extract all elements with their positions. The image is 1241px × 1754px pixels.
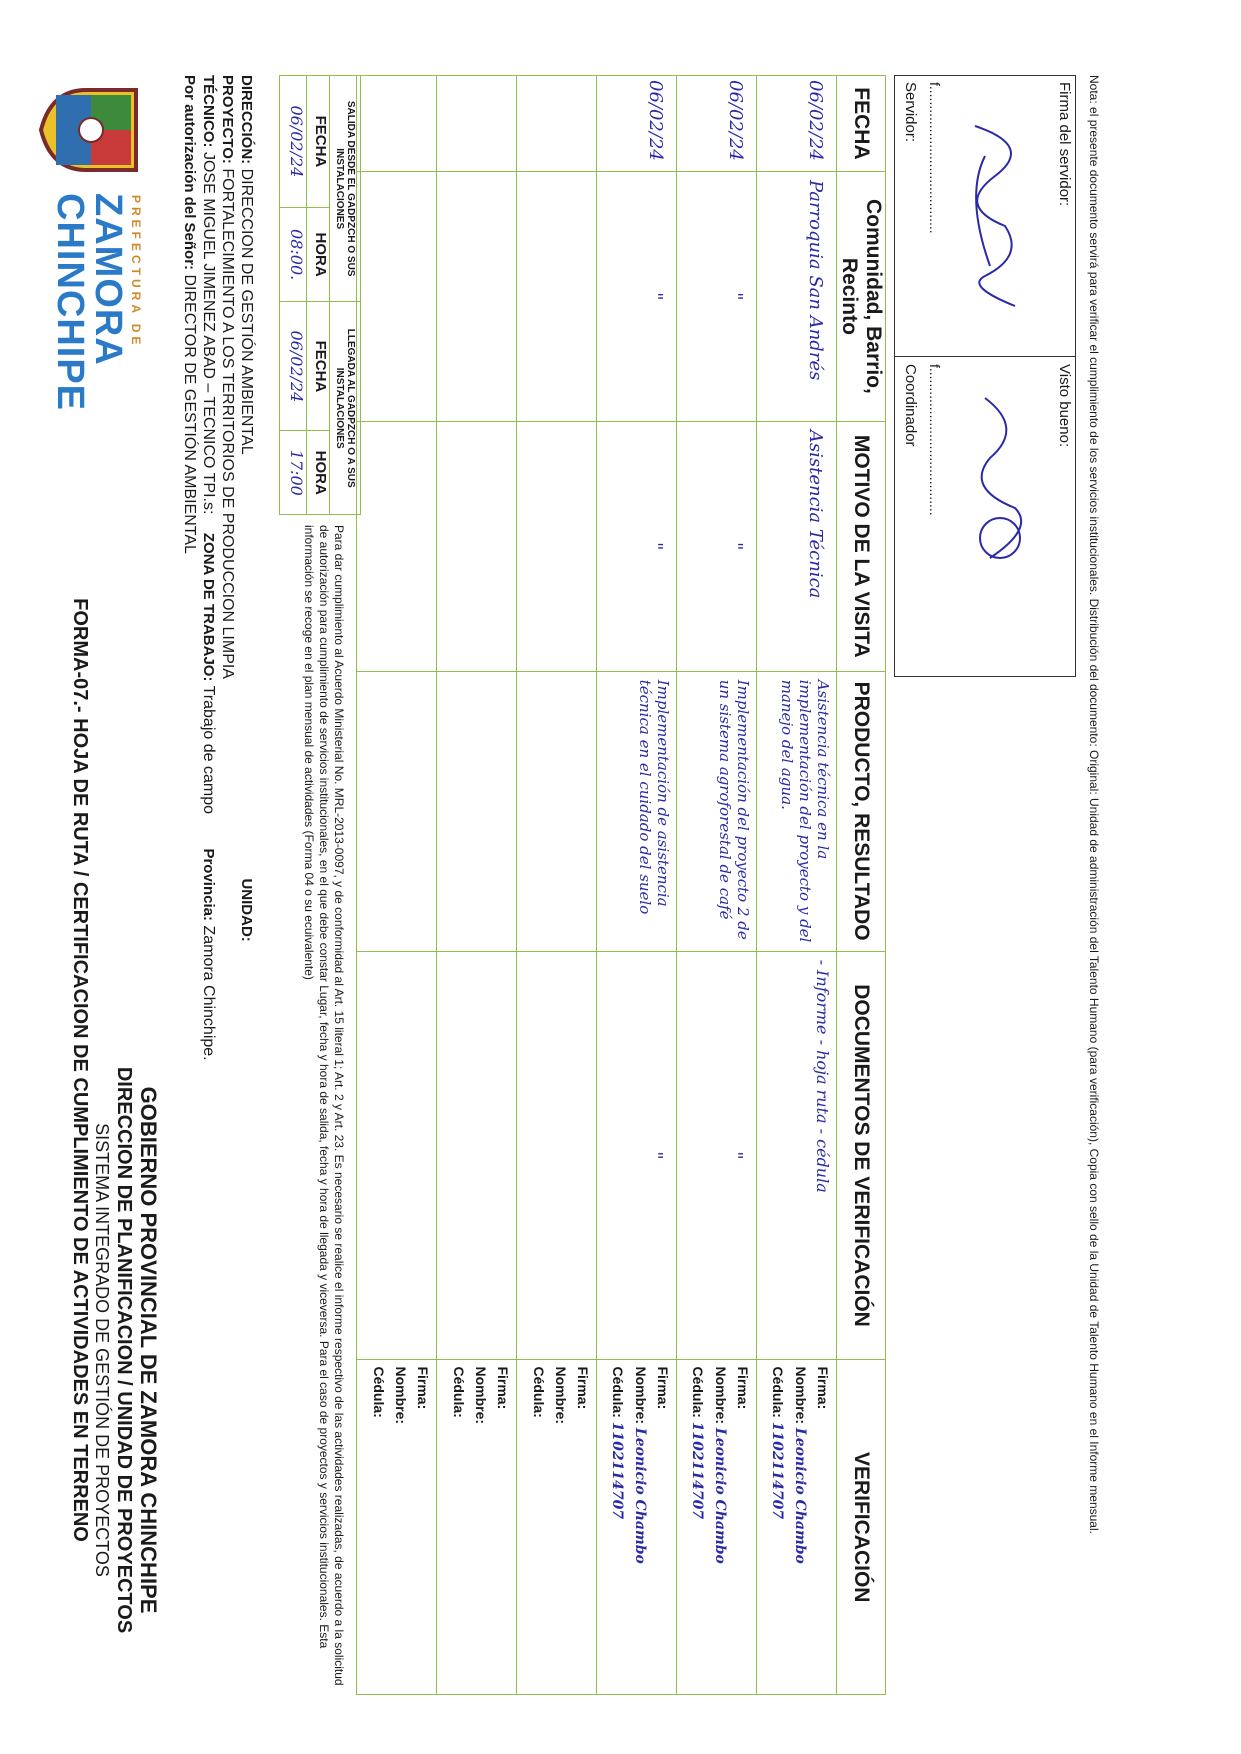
proyecto-value: FORTALECIMIENTO A LOS TERRITORIOS DE PRODUCCION LIMPIA [219, 168, 236, 679]
col-verificacion: VERIFICACIÓN [837, 1360, 886, 1695]
footer-note: Nota: el presente documento servirá para verificar el cumplimiento de los servicios institucionales. Distribución del documento: Original: Unidad de administración del Talento Humano (para verificación), Copia con sello de la Unidad de Talento Humano en el Informe mensual. [1087, 75, 1101, 1534]
salida-fecha: 06/02/24 [280, 76, 307, 208]
cedula-label: Cédula: [451, 1366, 467, 1418]
llegada-label: LLEGADA AL GADPZCH O A SUS INSTALACIONES [330, 302, 361, 515]
direccion-label: DIRECCIÓN: [238, 75, 255, 165]
cedula-value: 1102114707 [689, 1421, 705, 1520]
unidad-label: UNIDAD: [238, 878, 255, 942]
row-producto: Asistencia técnica en la implementación del proyecto y del manejo del agua. [757, 671, 837, 951]
row-motivo: " [597, 421, 677, 671]
form-title: FORMA-07.- HOJA DE RUTA / CERTIFICACION DE CUMPLIMIENTO DE ACTIVIDADES EN TERRENO [69, 598, 91, 1542]
servidor-label: Servidor: [902, 82, 919, 143]
row-verificacion [677, 1360, 757, 1695]
col-producto: PRODUCTO, RESULTADO [837, 671, 886, 951]
header-system: SISTEMA INTEGRADO DE GESTIÓN DE PROYECTOS [92, 1123, 112, 1577]
nombre-label: Nombre: [393, 1366, 409, 1425]
firma-label: Firma: [495, 1366, 511, 1410]
f-prefix-2: f [927, 364, 943, 368]
nombre-label: Nombre: [473, 1366, 489, 1425]
salida-hora-label: HORA [307, 207, 330, 302]
row-verificacion [357, 1360, 437, 1695]
llegada-hora: 17:00 [280, 431, 307, 515]
nombre-label: Nombre: [633, 1366, 649, 1425]
direccion-value: DIRECCION DE GESTIÓN AMBIENTAL [238, 168, 255, 454]
activities-table [356, 75, 886, 1695]
travel-table [279, 75, 361, 515]
row-motivo: " [677, 421, 757, 671]
row-verificacion [437, 1360, 517, 1695]
nombre-label: Nombre: [793, 1366, 809, 1425]
header-dept: DIRECCION DE PLANIFICACION / UNIDAD DE PROYECTOS [113, 1066, 135, 1634]
cedula-value: 1102114707 [769, 1421, 785, 1520]
provincia-label: Provincia: [200, 848, 217, 921]
autorizacion-label: Por autorización del Señor: [181, 75, 198, 271]
table-row [357, 76, 437, 1695]
row-producto: Implementación de asistencia técnica en el cuidado del suelo [597, 671, 677, 951]
row-verificacion [757, 1360, 837, 1695]
row-producto [357, 671, 437, 951]
tecnico-value: JOSE MIGUEL JIMENEZ ABAD – TECNICO TPI.s: [200, 151, 217, 515]
table-row [517, 76, 597, 1695]
signature-box [894, 75, 1076, 677]
row-comunidad [357, 171, 437, 421]
col-motivo: MOTIVO DE LA VISITA [837, 421, 886, 671]
cedula-label: Cédula: [770, 1366, 786, 1418]
servidor-dots: ...................................... [927, 85, 943, 234]
row-producto [437, 671, 517, 951]
cedula-label: Cédula: [531, 1366, 547, 1418]
salida-label: SALIDA DESDE EL GADPZCH O SUS INSTALACIONES [330, 76, 361, 302]
nombre-label: Nombre: [553, 1366, 569, 1425]
row-verificacion [597, 1360, 677, 1695]
col-fecha: FECHA [837, 76, 886, 172]
table-row [437, 76, 517, 1695]
row-fecha: 06/02/24 [597, 76, 677, 172]
row-motivo [357, 421, 437, 671]
zona-label: ZONA DE TRABAJO: [200, 532, 217, 682]
logo-small-text: PREFECTURA DE [129, 195, 143, 349]
col-documentos: DOCUMENTOS DE VERIFICACIÓN [837, 951, 886, 1360]
prefecture-logo [21, 75, 191, 412]
col-comunidad: Comunidad, Barrio, Recinto [837, 171, 886, 421]
row-producto [517, 671, 597, 951]
table-row [757, 76, 837, 1695]
row-documentos [437, 951, 517, 1360]
row-documentos [517, 951, 597, 1360]
proyecto-label: PROYECTO: [219, 75, 236, 164]
cedula-label: Cédula: [610, 1366, 626, 1418]
autorizacion-value: DIRECTOR DE GESTIÓN AMBIENTAL [181, 274, 198, 554]
llegada-hora-label: HORA [307, 431, 330, 515]
row-fecha: 06/02/24 [757, 76, 837, 172]
visto-bueno-label: Visto bueno: [1056, 364, 1073, 448]
row-documentos [357, 951, 437, 1360]
firma-label: Firma: [655, 1366, 671, 1410]
firma-label: Firma: [415, 1366, 431, 1410]
row-producto: Implementación del proyecto 2 de un sistema agroforestal de café [677, 671, 757, 951]
row-fecha [437, 76, 517, 172]
nombre-value: Leonicio Chambo [792, 1427, 808, 1564]
legal-note: Para dar cumplimiento al Acuerdo Ministerial No. MRL-2013-0097, y de conformidad al Art. 15 literal 1; Art. 2 y Art. 23. Es necesario se realice el informe respectivo de las actividades realizadas, de acuerdo a la solicitud de autorización para cumplimiento de servicios institucionales, en el que debe constar Lugar, fecha y hora de salida, fecha y hora de llegada y viceversa. Para el caso de proyectos y servicios institucionales. Esta información se recoge en el plan mensual de actividades (Forma 04 o su ecuivalente) [302, 525, 346, 1686]
header-gov: GOBIERNO PROVINCIAL DE ZAMORA CHINCHIPE [136, 1086, 161, 1614]
tecnico-label: TÉCNICO: [200, 75, 217, 148]
row-comunidad: Parroquia San Andrés [757, 171, 837, 421]
firma-label: Firma: [735, 1366, 751, 1410]
servidor-signature-icon [955, 116, 1045, 316]
salida-fecha-label: FECHA [307, 76, 330, 208]
provincia-value: Zamora Chinchipe. [200, 925, 217, 1061]
firma-label: Firma: [575, 1366, 591, 1410]
zona-value: Trabajo de campo [200, 685, 217, 814]
nombre-value: Leonicio Chambo [632, 1427, 648, 1564]
row-comunidad [517, 171, 597, 421]
f-prefix: f [927, 82, 943, 86]
row-fecha: 06/02/24 [677, 76, 757, 172]
row-verificacion [517, 1360, 597, 1695]
row-documentos: " [677, 951, 757, 1360]
row-fecha [517, 76, 597, 172]
coordinador-label: Coordinador [902, 364, 919, 447]
firma-label: Firma: [815, 1366, 831, 1410]
cedula-label: Cédula: [371, 1366, 387, 1418]
firma-servidor-label: Firma del servidor: [1056, 82, 1073, 207]
cedula-value: 1102114707 [609, 1421, 625, 1520]
coat-of-arms-icon [36, 75, 156, 185]
coordinador-dots: ...................................... [927, 367, 943, 516]
row-motivo [437, 421, 517, 671]
table-row [677, 76, 757, 1695]
logo-big-text-2: CHINCHIPE [49, 193, 91, 412]
row-fecha [357, 76, 437, 172]
row-documentos: - Informe - hoja ruta - cédula [757, 951, 837, 1360]
table-row [597, 76, 677, 1695]
nombre-value: Leonicio Chambo [712, 1427, 728, 1564]
coordinador-signature-icon [955, 388, 1045, 588]
row-motivo: Asistencia Técnica [757, 421, 837, 671]
salida-hora: 08:00. [280, 207, 307, 302]
row-comunidad [437, 171, 517, 421]
llegada-fecha-label: FECHA [307, 302, 330, 431]
row-documentos: " [597, 951, 677, 1360]
logo-big-text-1: ZAMORA [87, 193, 129, 366]
llegada-fecha: 06/02/24 [280, 302, 307, 431]
nombre-label: Nombre: [713, 1366, 729, 1425]
cedula-label: Cédula: [690, 1366, 706, 1418]
row-comunidad: " [597, 171, 677, 421]
row-comunidad: " [677, 171, 757, 421]
row-motivo [517, 421, 597, 671]
